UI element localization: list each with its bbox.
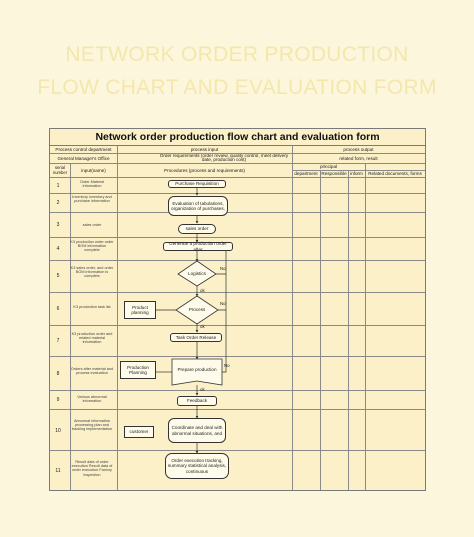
form-sheet [49, 128, 426, 491]
header-related-documents: Related documents, forms [368, 171, 422, 176]
row-input-7: K3 production order and related material information [71, 332, 113, 345]
row-input-2: Inventory inventory and purchase information [72, 195, 112, 204]
header-input-name: input(name) [81, 167, 106, 173]
row-number-1: 1 [56, 183, 60, 189]
header-responsible: Responsible [321, 171, 347, 176]
row-number-8: 8 [56, 371, 60, 377]
node-process: Process [188, 307, 206, 313]
form-title: Network order production flow chart and evaluation form [50, 129, 425, 146]
node-purchase-requisition: Purchase Requisition [168, 180, 226, 188]
label-ok-process: ok [200, 324, 205, 329]
node-task-order-release: Task Order Release [170, 333, 222, 342]
header-serial-number: serial number [52, 165, 68, 175]
banner-line-1: NETWORK ORDER PRODUCTION [65, 43, 409, 66]
row-number-7: 7 [56, 338, 60, 344]
header-department: department [294, 171, 318, 176]
row-input-11: Result data of order execution Result data of order execution Factory inspection [71, 460, 113, 477]
label-no-process: No [220, 301, 226, 306]
node-feedback: Feedback [177, 396, 217, 406]
node-coordinate: Coordinate and deal with abnormal situations, and [168, 418, 226, 443]
row-input-5: K3 sales order, and order BOM information is complete [70, 266, 114, 279]
label-no-prepare: No [224, 363, 230, 368]
label-ok-prepare: ok [200, 387, 205, 392]
row-number-9: 9 [56, 397, 60, 403]
row-input-6: K3 production task list [73, 305, 111, 309]
header-process-control: Process control department [55, 146, 112, 152]
row-input-4: K3 production order order BOM information complete [70, 240, 114, 253]
row-number-3: 3 [56, 222, 60, 228]
header-process-input: process input [190, 146, 219, 152]
node-logistics: Logistics [188, 271, 206, 277]
node-order-execution: Order execution tracking, summary statistical analysis, continuous [165, 453, 229, 479]
label-no-logistics: No [220, 266, 226, 271]
row-number-4: 4 [56, 246, 60, 252]
header-related-form: related form, result [339, 155, 378, 161]
header-inform: inform [350, 171, 363, 176]
page-banner [0, 38, 474, 104]
node-sales-order: sales order [178, 224, 216, 234]
banner-line-2: FLOW CHART AND EVALUATION FORM [37, 76, 437, 99]
header-order-requirements: Order requirements (order review, quality control, meet delivery date, production cost) [159, 153, 289, 162]
row-number-2: 2 [56, 200, 60, 206]
header-gm-office: General Manager's Office [57, 155, 110, 161]
row-input-10: Abnormal information processing plan and tracking implementation [71, 419, 113, 432]
decision-shapes [50, 129, 425, 490]
row-number-6: 6 [56, 306, 60, 312]
node-evaluation: Evaluation of tabulations, organization of purchases, [168, 196, 228, 216]
row-input-8: Orders after material and process evaluation [70, 367, 114, 376]
row-number-10: 10 [55, 428, 61, 434]
node-prepare-production: Prepare production [177, 367, 217, 373]
label-ok-logistics: ok [200, 288, 205, 293]
node-production-planning: Production Planning [120, 361, 156, 379]
node-customer: customer [124, 426, 154, 438]
header-procedures: Procedures (process and requirements) [164, 167, 245, 173]
row-input-1: Order Material Information [79, 180, 105, 189]
row-input-3: sales order [82, 223, 102, 227]
row-number-5: 5 [56, 273, 60, 279]
header-principal: principal [319, 164, 338, 169]
node-product-planning: Product planning [124, 301, 156, 319]
row-number-11: 11 [55, 468, 61, 474]
header-process-output: process output [343, 146, 374, 152]
node-generate-order: Generate a production order after [163, 242, 233, 251]
row-input-9: Various abnormal information [77, 395, 107, 404]
